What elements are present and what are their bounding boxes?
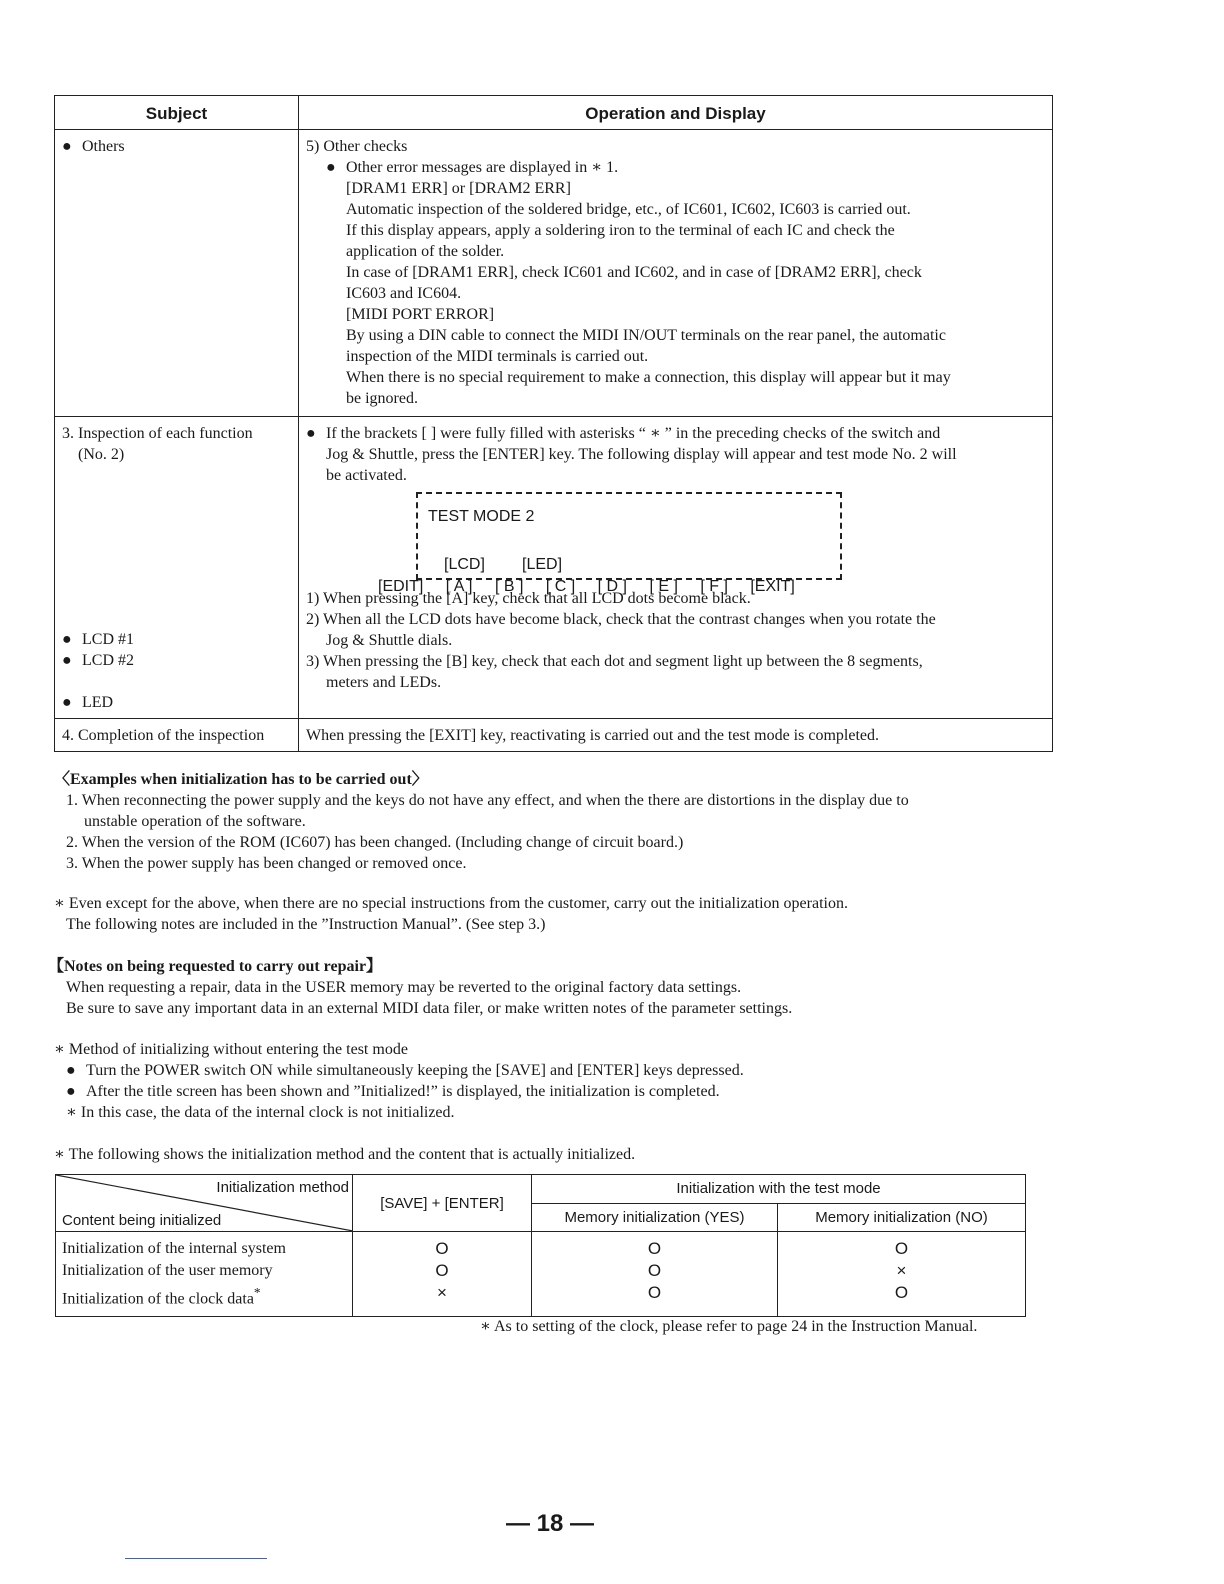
header-subject: Subject bbox=[55, 96, 299, 130]
step-line: meters and LEDs. bbox=[326, 674, 442, 691]
step-line: 3) When pressing the [B] key, check that each dot and segment light up between the 8 segments, bbox=[306, 653, 923, 670]
subject-lcd1: LCD #1 bbox=[82, 631, 134, 648]
text-line: [DRAM1 ERR] or [DRAM2 ERR] bbox=[346, 180, 571, 197]
repair-line: Be sure to save any important data in an external MIDI data filer, or make written notes of the parameter settings. bbox=[66, 1000, 793, 1017]
example-item: 1. When reconnecting the power supply and the keys do not have any effect, and when the there are distortions in the display due to bbox=[66, 792, 909, 809]
follow-line: ∗ The following shows the initialization method and the content that is actually initialized. bbox=[54, 1146, 636, 1163]
subject-others: Others bbox=[82, 138, 125, 155]
examples-section bbox=[54, 769, 1064, 874]
save-enter-marks bbox=[353, 1232, 532, 1317]
lcd-display-diagram bbox=[306, 486, 1046, 595]
mark: O bbox=[647, 1261, 662, 1280]
text-line: IC603 and IC604. bbox=[346, 285, 462, 302]
initialization-table bbox=[55, 1174, 1026, 1317]
method-title: ∗ Method of initializing without entering the test mode bbox=[54, 1041, 408, 1058]
subject-no2: (No. 2) bbox=[78, 446, 125, 463]
header-operation: Operation and Display bbox=[299, 96, 1053, 130]
step-line: Jog & Shuttle dials. bbox=[326, 632, 453, 649]
no-marks bbox=[778, 1232, 1026, 1317]
method-section: ∗ Method of initializing without entering the test mode ● Turn the POWER switch ON while simultaneously keeping the [SAVE] and [ENTER] keys depressed. ● After the title screen has been shown and ”Initialized!” is displayed, the initialization is completed. ∗ In this case, the data of the internal clock is not initialized. bbox=[54, 1039, 1064, 1123]
text-line: In case of [DRAM1 ERR], check IC601 and IC602, and in case of [DRAM2 ERR], check bbox=[346, 264, 922, 281]
operation-cell: ● If the brackets [ ] were fully filled with asterisks “ ∗ ” in the preceding checks of the switch and Jog & Shuttle, press the [ENTER] key. The following display will appear and test mode No. 2 will be activated. TEST MODE 2 [LCD] [LED] [EDIT] [ A ] [ B ] [ C ] [ D ] [ E ] [ F ] [EXIT] 1) When pressing the [A] key, check that all LCD dots become black. 2) When all the LCD dots have become black, check that the contrast changes when you rotate the Jog & Shuttle dials. 3) When pressing the [B] key, check that each dot and segment light up between the 8 segments, meters and LEDs. bbox=[299, 417, 1053, 719]
mark: O bbox=[647, 1239, 662, 1258]
step-line: 2) When all the LCD dots have become black, check that the contrast changes when you rotate the bbox=[306, 611, 936, 628]
text-line: 5) Other checks bbox=[306, 138, 408, 155]
mark: O bbox=[435, 1261, 449, 1280]
row-labels bbox=[56, 1232, 353, 1317]
mark: O bbox=[894, 1239, 909, 1258]
text-line: By using a DIN cable to connect the MIDI IN/OUT terminals on the rear panel, the automatic bbox=[346, 327, 946, 344]
text-line: Other error messages are displayed in ∗ 1. bbox=[346, 159, 619, 176]
subject-lcd2: LCD #2 bbox=[82, 652, 134, 669]
led-label: [LED] bbox=[522, 556, 563, 573]
key-f: [ F ] bbox=[700, 578, 728, 595]
method-bullet: After the title screen has been shown and ”Initialized!” is displayed, the initialization is completed. bbox=[86, 1083, 720, 1100]
subject-cell bbox=[55, 719, 299, 752]
mark: × bbox=[896, 1261, 907, 1280]
subject-cell: 3. Inspection of each function (No. 2) ● LCD #1 ● LCD #2 ● LED bbox=[55, 417, 299, 719]
method-bullet: Turn the POWER switch ON while simultaneously keeping the [SAVE] and [ENTER] keys depressed. bbox=[86, 1062, 744, 1079]
key-d: [ D ] bbox=[597, 578, 627, 595]
row-label: Initialization of the user memory bbox=[62, 1262, 273, 1279]
example-item: 2. When the version of the ROM (IC607) has been changed. (Including change of circuit board.) bbox=[66, 834, 684, 851]
operation-cell bbox=[299, 719, 1053, 752]
diagonal-header-cell bbox=[56, 1175, 353, 1232]
examples-title: 〈Examples when initialization has to be carried out〉 bbox=[54, 771, 428, 788]
col-no: Memory initialization (NO) bbox=[778, 1203, 1026, 1232]
key-exit: [EXIT] bbox=[750, 578, 795, 595]
yes-marks bbox=[532, 1232, 778, 1317]
mark: O bbox=[894, 1283, 909, 1302]
text-line: Jog & Shuttle, press the [ENTER] key. The following display will appear and test mode No. 2 will bbox=[326, 446, 957, 463]
key-a: [ A ] bbox=[445, 578, 473, 595]
footnote-wrap bbox=[480, 1316, 1080, 1337]
example-item: 3. When the power supply has been changed or removed once. bbox=[66, 855, 467, 872]
repair-title: 【Notes on being requested to carry out repair】 bbox=[48, 958, 383, 975]
repair-section bbox=[48, 956, 1064, 1019]
key-edit: [EDIT] bbox=[378, 578, 424, 595]
diag-top-label: Initialization method bbox=[216, 1179, 349, 1196]
page-number: — 18 — bbox=[505, 1510, 595, 1537]
key-c: [ C ] bbox=[545, 578, 576, 595]
mark: O bbox=[435, 1239, 449, 1258]
note-line: ∗ Even except for the above, when there are no special instructions from the customer, carry out the initialization operation. bbox=[54, 895, 848, 912]
step-line: 1) When pressing the [A] key, check that all LCD dots become black. bbox=[306, 590, 751, 607]
text-line: When pressing the [EXIT] key, reactivating is carried out and the test mode is completed. bbox=[306, 727, 879, 744]
example-item: unstable operation of the software. bbox=[84, 813, 306, 830]
footnote: ∗ As to setting of the clock, please refer to page 24 in the Instruction Manual. bbox=[480, 1318, 978, 1335]
operation-table bbox=[54, 95, 1053, 752]
text-line: If this display appears, apply a soldering iron to the terminal of each IC and check the bbox=[346, 222, 895, 239]
row-label: Initialization of the internal system bbox=[62, 1240, 286, 1257]
row-label: Initialization of the clock data bbox=[62, 1290, 254, 1308]
repair-line: When requesting a repair, data in the USER memory may be reverted to the original factory data settings. bbox=[66, 979, 742, 996]
scan-line bbox=[125, 1558, 267, 1559]
text-line: When there is no special requirement to make a connection, this display will appear but it may bbox=[346, 369, 951, 386]
method-note: ∗ In this case, the data of the internal clock is not initialized. bbox=[66, 1104, 455, 1121]
key-e: [ E ] bbox=[649, 578, 678, 595]
col-test-mode: Initialization with the test mode bbox=[532, 1175, 1026, 1204]
col-save-enter: [SAVE] + [ENTER] bbox=[353, 1175, 532, 1232]
clock-asterisk: * bbox=[253, 1285, 261, 1300]
text-line: Automatic inspection of the soldered bridge, etc., of IC601, IC602, IC603 is carried out. bbox=[346, 201, 911, 218]
text-line: If the brackets [ ] were fully filled with asterisks “ ∗ ” in the preceding checks of the switch and bbox=[326, 425, 941, 442]
col-yes: Memory initialization (YES) bbox=[532, 1203, 778, 1232]
subject-cell: ● Others bbox=[55, 130, 299, 417]
text-line: [MIDI PORT ERROR] bbox=[346, 306, 495, 323]
text-line: be activated. bbox=[326, 467, 407, 484]
subject-led: LED bbox=[82, 694, 114, 711]
key-row bbox=[378, 576, 813, 597]
note-line: The following notes are included in the ”Instruction Manual”. (See step 3.) bbox=[66, 916, 546, 933]
lcd-label: [LCD] bbox=[444, 556, 485, 573]
subject-completion: 4. Completion of the inspection bbox=[62, 727, 265, 744]
text-line: inspection of the MIDI terminals is carried out. bbox=[346, 348, 649, 365]
text-line: application of the solder. bbox=[346, 243, 505, 260]
diag-bottom-label: Content being initialized bbox=[62, 1212, 222, 1229]
key-b: [ B ] bbox=[494, 578, 524, 595]
lcd-screen bbox=[416, 492, 842, 580]
text-line: be ignored. bbox=[346, 390, 418, 407]
note-section bbox=[54, 893, 1064, 935]
operation-cell: 5) Other checks ● Other error messages are displayed in ∗ 1. [DRAM1 ERR] or [DRAM2 ERR] Automatic inspection of the soldered bridge, etc., of IC601, IC602, IC603 is carried out. If this display appears, apply a soldering iron to the terminal of each IC and check the application of the solder. In case of [DRAM1 ERR], check IC601 and IC602, and in case of [DRAM2 ERR], check IC603 and IC604. [MIDI PORT ERROR] By using a DIN cable to connect the MIDI IN/OUT terminals on the rear panel, the automatic inspection of the MIDI terminals is carried out. When there is no special requirement to make a connection, this display will appear but it may be ignored. bbox=[299, 130, 1053, 417]
subject-inspection: 3. Inspection of each function bbox=[62, 425, 253, 442]
lcd-title: TEST MODE 2 bbox=[428, 508, 535, 525]
follow-line-wrap bbox=[54, 1144, 1064, 1165]
mark: × bbox=[437, 1283, 447, 1302]
mark: O bbox=[647, 1283, 662, 1302]
